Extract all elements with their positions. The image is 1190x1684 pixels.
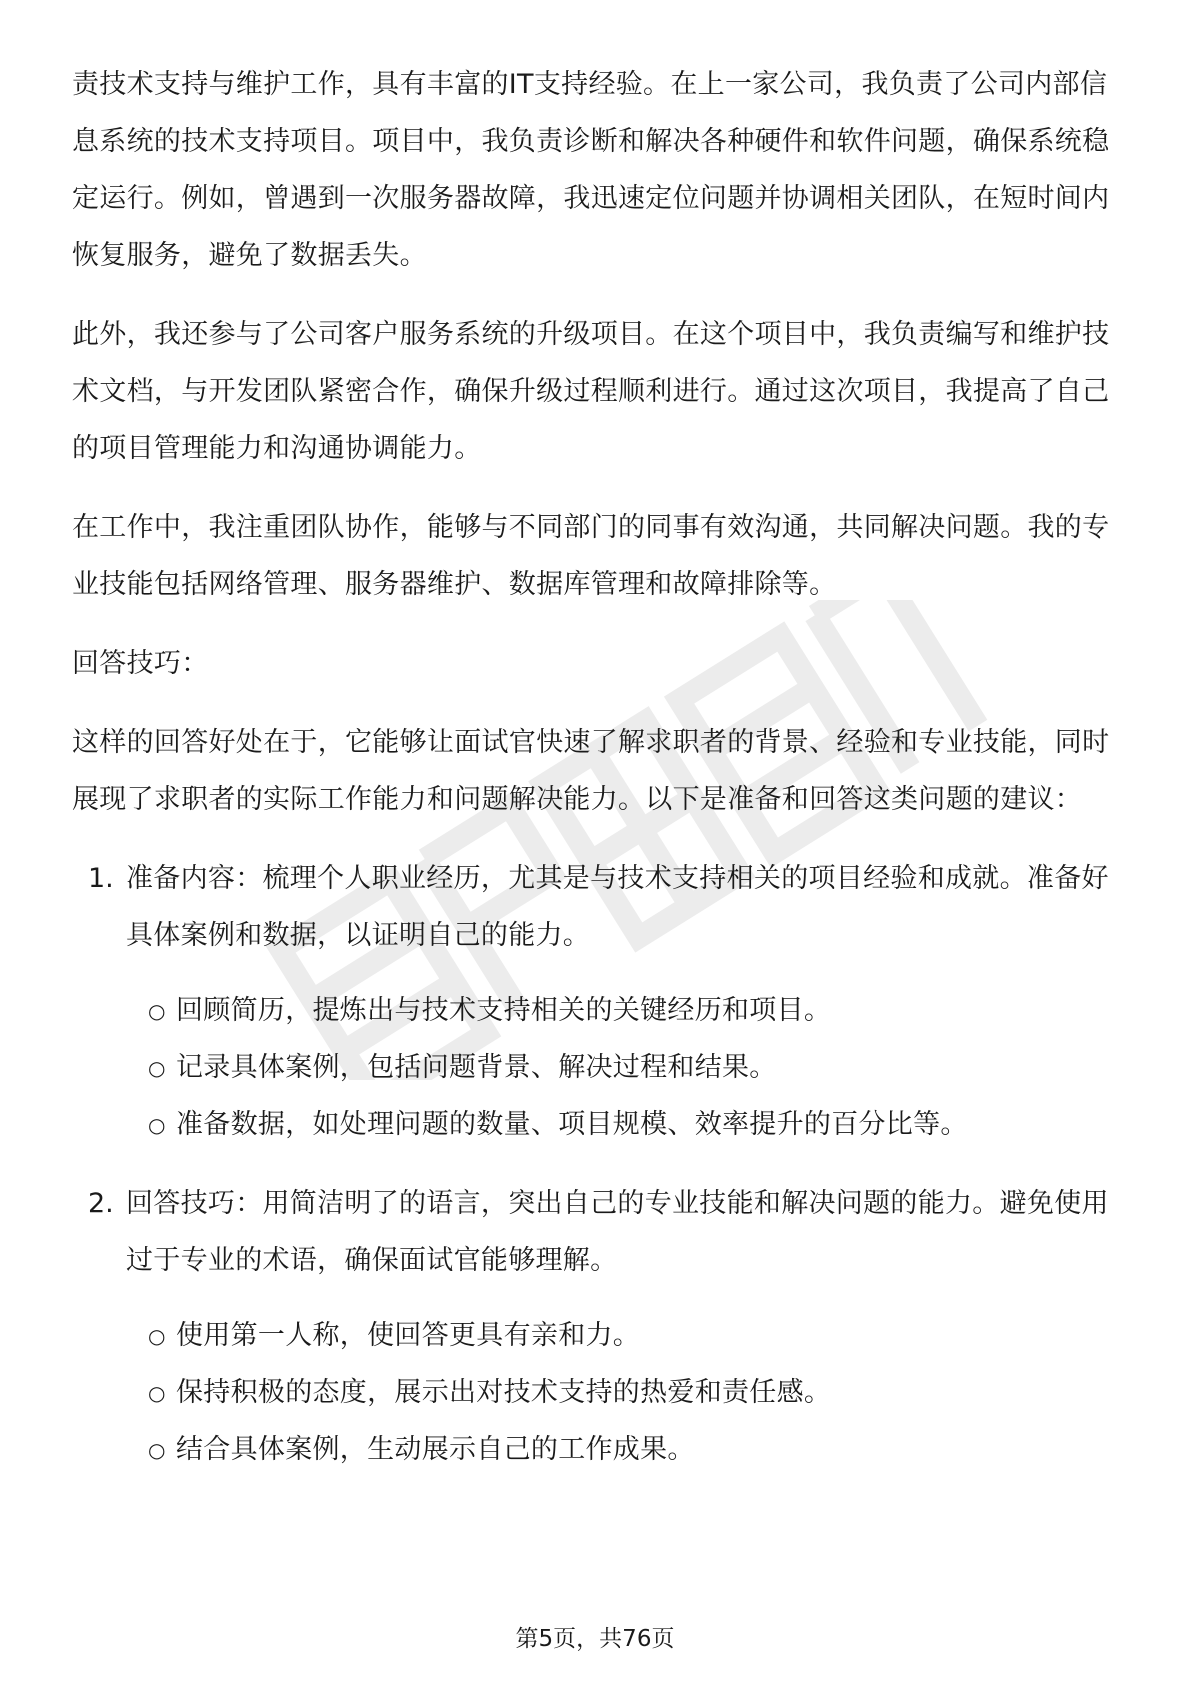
list-item-text: 准备内容：梳理个人职业经历，尤其是与技术支持相关的项目经验和成就。准备好具体案例和数据，以证明自己的能力。 (126, 863, 1109, 951)
sub-list-item-text: 回顾简历，提炼出与技术支持相关的关键经历和项目。 (176, 995, 832, 1026)
tips-heading: 回答技巧： (72, 648, 209, 679)
sub-list-item (126, 1421, 1118, 1478)
sub-list-item (126, 982, 1118, 1039)
circle-bullet-icon: ○ (148, 999, 166, 1023)
list-item-text: 回答技巧：用简洁明了的语言，突出自己的专业技能和解决问题的能力。避免使用过于专业的术语，确保面试官能够理解。 (126, 1188, 1109, 1276)
document-body (72, 56, 1118, 1500)
sub-list-item-text: 记录具体案例，包括问题背景、解决过程和结果。 (176, 1052, 777, 1083)
advice-list (72, 850, 1118, 1478)
paragraph-teamwork: 在工作中，我注重团队协作，能够与不同部门的同事有效沟通，共同解决问题。我的专业技能包括网络管理、服务器维护、数据库管理和故障排除等。 (72, 512, 1110, 600)
sub-list-item (126, 1039, 1118, 1096)
paragraph-upgrade-project: 此外，我还参与了公司客户服务系统的升级项目。在这个项目中，我负责编写和维护技术文档，与开发团队紧密合作，确保升级过程顺利进行。通过这次项目，我提高了自己的项目管理能力和沟通协调能力。 (72, 319, 1110, 464)
sub-list-item-text: 保持积极的态度，展示出对技术支持的热爱和责任感。 (176, 1377, 832, 1408)
sub-list-item (126, 1364, 1118, 1421)
list-item-number: 1. (88, 863, 114, 894)
circle-bullet-icon: ○ (148, 1324, 166, 1348)
sub-list-item-text: 使用第一人称，使回答更具有亲和力。 (176, 1320, 641, 1351)
sub-list-item (126, 1307, 1118, 1364)
circle-bullet-icon: ○ (148, 1056, 166, 1080)
sub-list (126, 982, 1118, 1153)
sub-list-item-text: 准备数据，如处理问题的数量、项目规模、效率提升的百分比等。 (176, 1109, 968, 1140)
circle-bullet-icon: ○ (148, 1438, 166, 1462)
sub-list-item-text: 结合具体案例，生动展示自己的工作成果。 (176, 1434, 695, 1465)
tips-intro: 这样的回答好处在于，它能够让面试官快速了解求职者的背景、经验和专业技能，同时展现了求职者的实际工作能力和问题解决能力。以下是准备和回答这类问题的建议： (72, 727, 1110, 815)
sub-list-item (126, 1096, 1118, 1153)
circle-bullet-icon: ○ (148, 1113, 166, 1137)
list-item (72, 850, 1118, 1153)
circle-bullet-icon: ○ (148, 1381, 166, 1405)
page-number-footer: 第5页，共76页 (515, 1626, 675, 1652)
list-item-number: 2. (88, 1188, 114, 1219)
paragraph-experience: 责技术支持与维护工作，具有丰富的IT支持经验。在上一家公司，我负责了公司内部信息系统的技术支持项目。项目中，我负责诊断和解决各种硬件和软件问题，确保系统稳定运行。例如，曾遇到一次服务器故障，我迅速定位问题并协调相关团队，在短时间内恢复服务，避免了数据丢失。 (72, 69, 1110, 271)
list-item (72, 1175, 1118, 1478)
sub-list (126, 1307, 1118, 1478)
